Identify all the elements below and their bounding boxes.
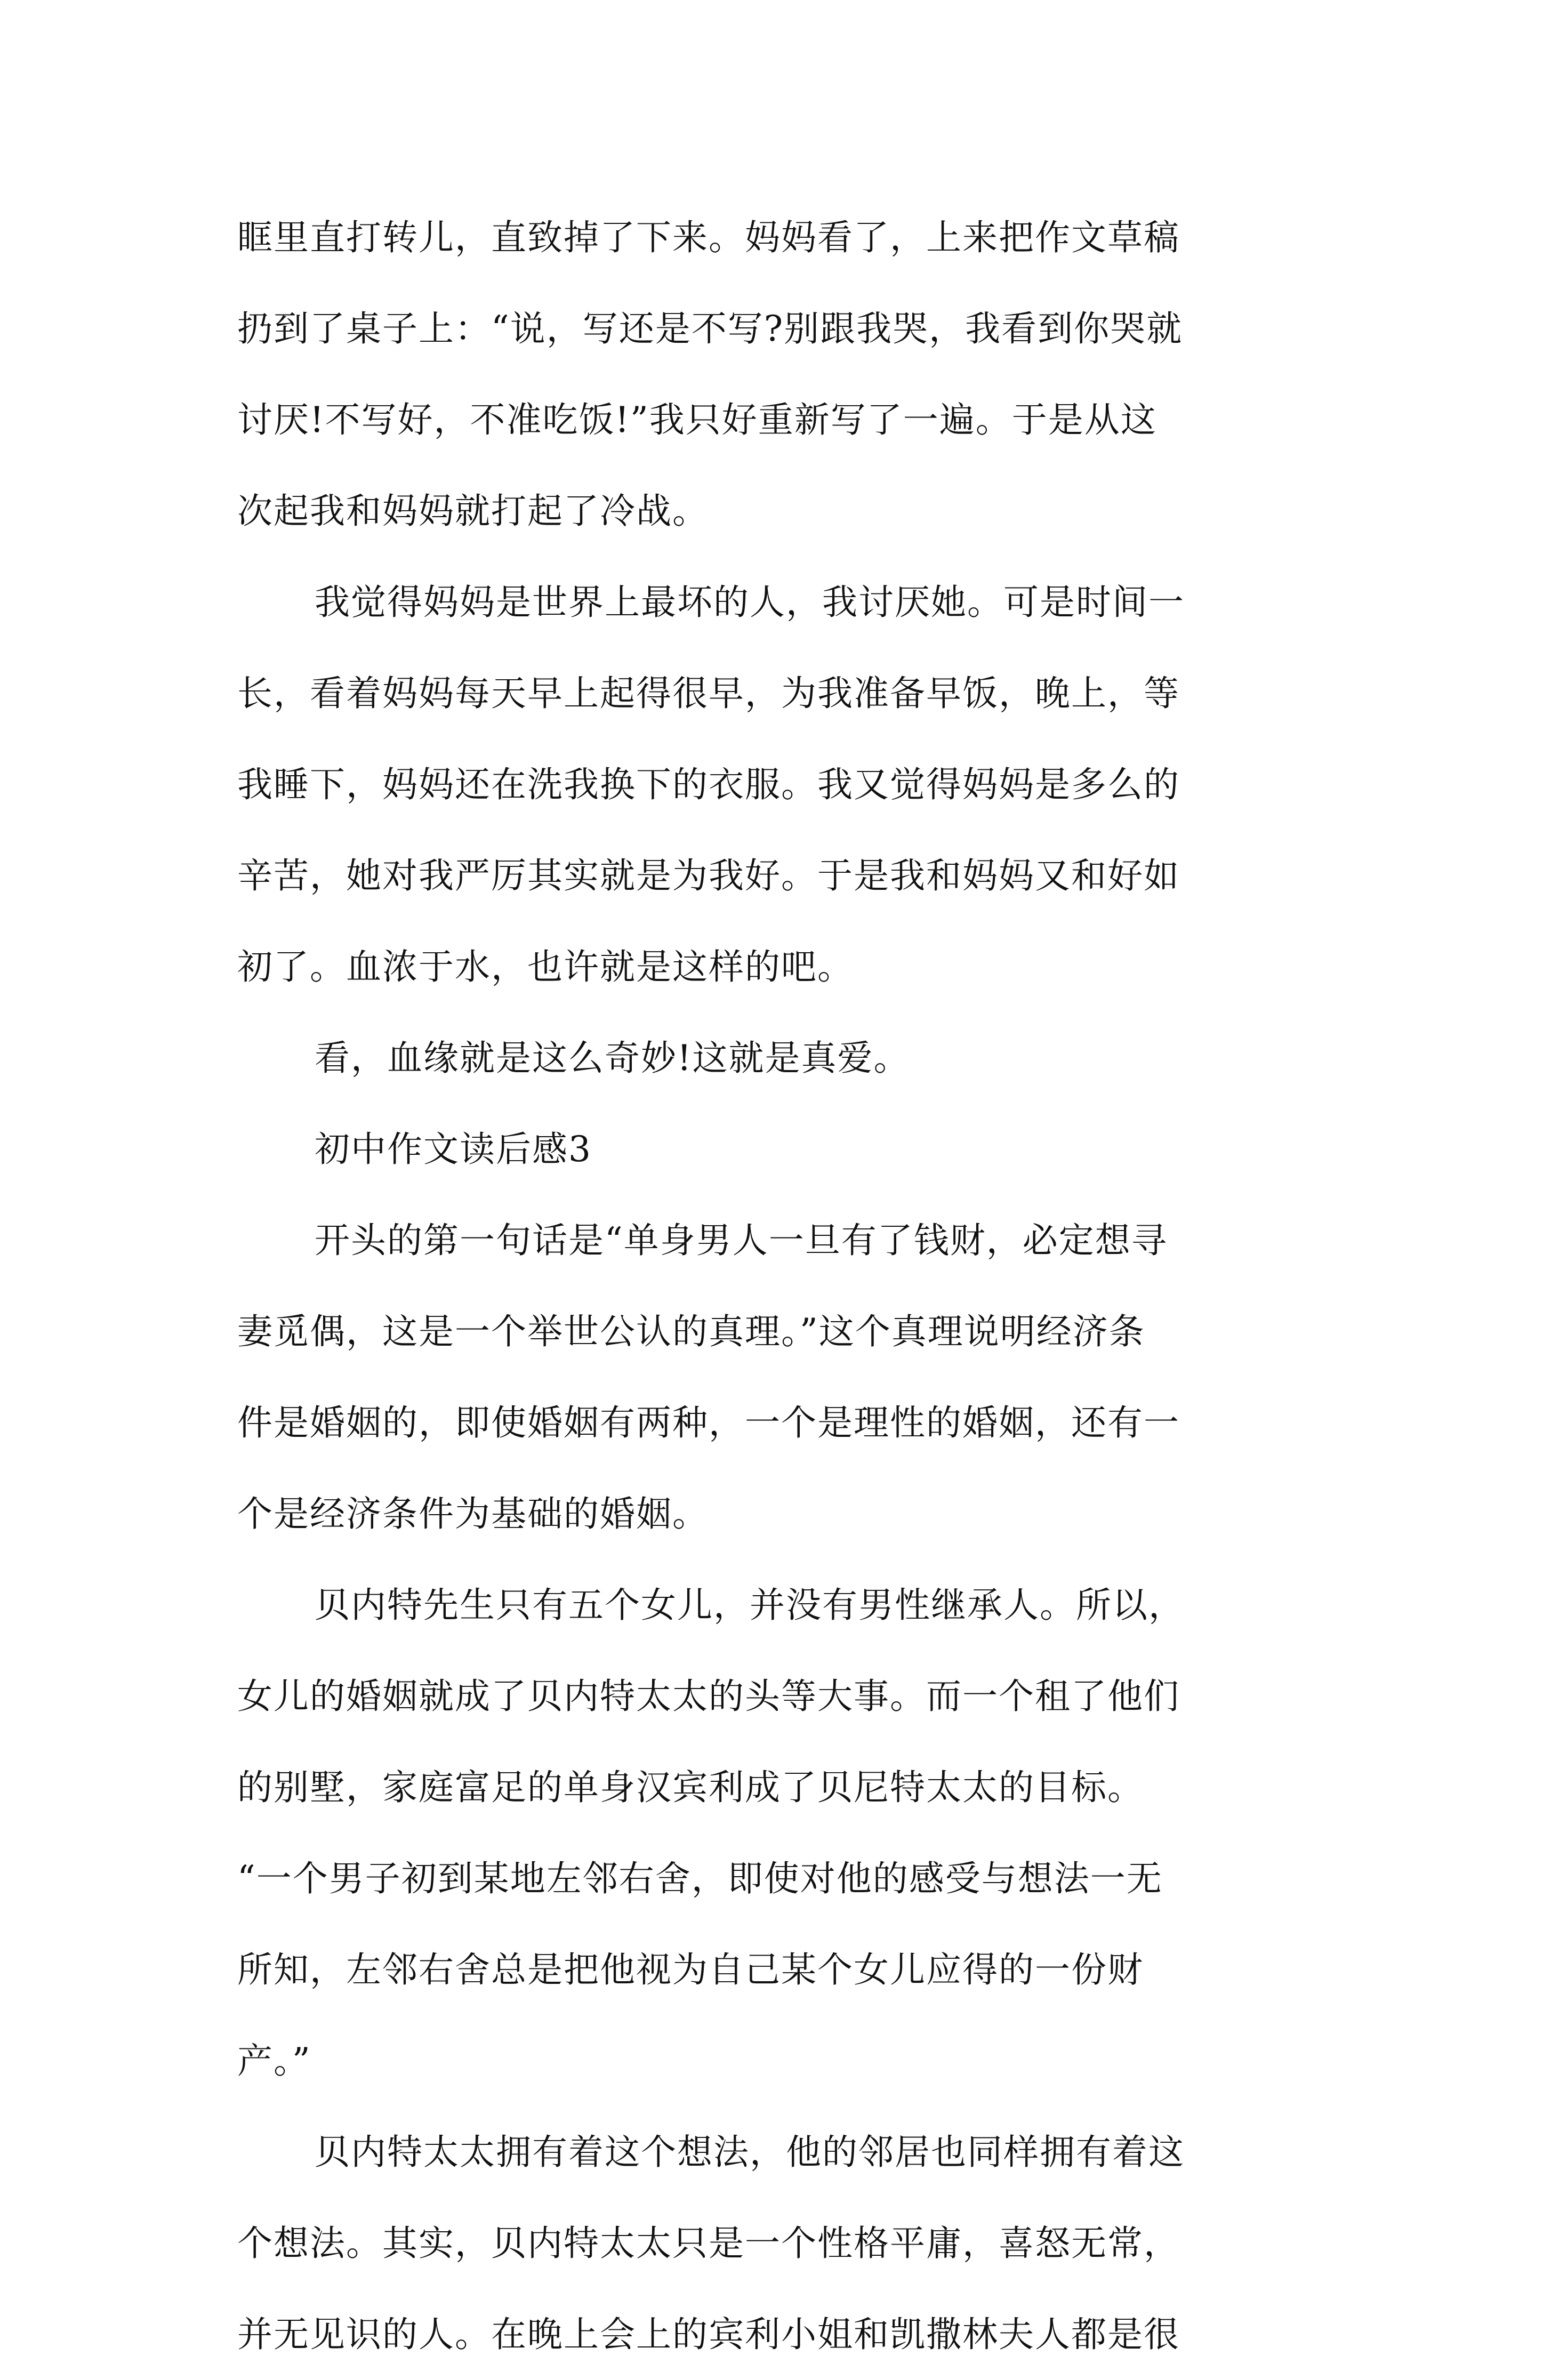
paragraph <box>237 1195 1320 1559</box>
text-line: 妻觅偶，这是一个举世公认的真理。”这个真理说明经济条 <box>237 1311 1145 1352</box>
text-line: 次起我和妈妈就打起了冷战。 <box>237 491 709 532</box>
text-line: 贝内特太太拥有着这个想法，他的邻居也同样拥有着这 <box>315 2132 1185 2173</box>
text-line: “一个男子初到某地左邻右舍，即使对他的感受与想法一无 <box>237 1858 1163 1899</box>
document-body <box>237 192 1320 2380</box>
text-line: 产。” <box>237 2040 311 2081</box>
text-line: 眶里直打转儿，直致掉了下来。妈妈看了，上来把作文草稿 <box>237 217 1180 258</box>
paragraph <box>237 557 1320 1012</box>
text-line: 长，看着妈妈每天早上起得很早，为我准备早饭，晚上，等 <box>237 673 1180 714</box>
text-line: 看，血缘就是这么奇妙!这就是真爱。 <box>315 1038 910 1079</box>
text-line: 所知，左邻右舍总是把他视为自己某个女儿应得的一份财 <box>237 1949 1144 1990</box>
text-line: 的别墅，家庭富足的单身汉宾利成了贝尼特太太的目标。 <box>237 1767 1144 1808</box>
text-line: 女儿的婚姻就成了贝内特太太的头等大事。而一个租了他们 <box>237 1676 1180 1717</box>
text-line: 扔到了桌子上：“说，写还是不写?别跟我哭，我看到你哭就 <box>237 308 1183 349</box>
text-line: 并无见识的人。在晚上会上的宾利小姐和凯撒林夫人都是很 <box>237 2314 1180 2355</box>
paragraph <box>237 1559 1320 2106</box>
text-line: 初中作文读后感3 <box>315 1129 592 1170</box>
text-line: 贝内特先生只有五个女儿，并没有男性继承人。所以， <box>315 1585 1185 1626</box>
text-line: 辛苦，她对我严厉其实就是为我好。于是我和妈妈又和好如 <box>237 855 1180 896</box>
paragraph <box>237 192 1320 557</box>
paragraph <box>237 2106 1320 2380</box>
section-heading <box>237 1104 1320 1195</box>
text-line: 初了。血浓于水，也许就是这样的吧。 <box>237 946 854 987</box>
text-line: 开头的第一句话是“单身男人一旦有了钱财，必定想寻 <box>315 1220 1168 1261</box>
text-line: 个是经济条件为基础的婚姻。 <box>237 1493 709 1534</box>
text-line: 我觉得妈妈是世界上最坏的人，我讨厌她。可是时间一 <box>315 582 1185 623</box>
paragraph <box>237 1012 1320 1104</box>
text-line: 件是婚姻的，即使婚姻有两种，一个是理性的婚姻，还有一 <box>237 1402 1180 1443</box>
text-line: 讨厌!不写好，不准吃饭!”我只好重新写了一遍。于是从这 <box>237 399 1157 440</box>
text-line: 个想法。其实，贝内特太太只是一个性格平庸，喜怒无常， <box>237 2223 1180 2264</box>
text-line: 我睡下，妈妈还在洗我换下的衣服。我又觉得妈妈是多么的 <box>237 764 1180 805</box>
